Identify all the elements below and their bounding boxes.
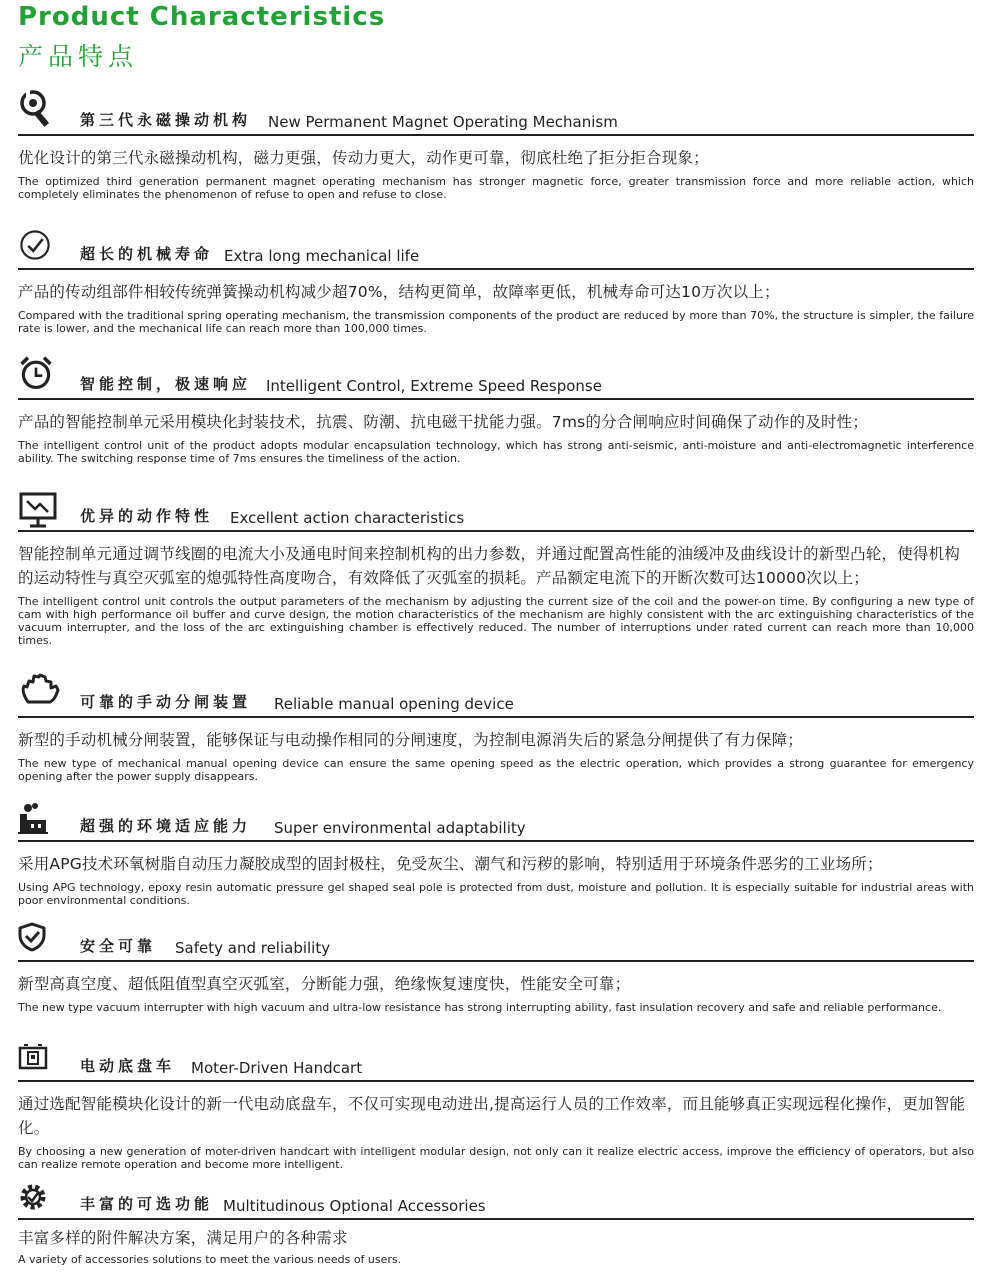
factory-icon: [18, 802, 48, 834]
section-body-cn: 新型的手动机械分闸装置，能够保证与电动操作相同的分闸速度，为控制电源消失后的紧急分闸提供了有力保障；: [18, 731, 804, 749]
section-header: [18, 1034, 974, 1078]
section-body-en: By choosing a new generation of moter-driven handcart with intelligent modular design, not only can it realize electric access, improve the efficiency of operators, but also can realize remote operation and become more intelligent.: [18, 1145, 974, 1171]
section-heading-cn: 电动底盘车: [80, 1057, 176, 1075]
feature-section-action-characteristics: [18, 484, 974, 647]
section-body-en: The intelligent control unit of the product adopts modular encapsulation technology, which has strong anti-seismic, anti-moisture and anti-electromagnetic interference ability. The switching response time of 7ms ensures the timeliness of the action.: [18, 439, 974, 465]
section-heading-cn: 丰富的可选功能: [80, 1195, 214, 1213]
section-divider: [18, 530, 974, 532]
section-body-cn: 通过选配智能模块化设计的新一代电动底盘车，不仅可实现电动进出,提高运行人员的工作效率，而且能够真正实现远程化操作，更加智能化。: [18, 1095, 966, 1137]
section-body-cn: 采用APG技术环氧树脂自动压力凝胶成型的固封极柱，免受灰尘、潮气和污秽的影响，特别适用于环境条件恶劣的工业场所；: [18, 855, 883, 873]
feature-section-manual-opening: [18, 670, 974, 783]
gear-check-icon: [18, 1182, 48, 1212]
section-body-cn: 丰富多样的附件解决方案，满足用户的各种需求: [18, 1229, 348, 1247]
feature-section-mechanical-life: [18, 222, 974, 335]
section-body-en: The optimized third generation permanent magnet operating mechanism has stronger magnetic force, greater transmission force and more reliable action, which completely eliminates the phenomenon of refuse to open and refuse to close.: [18, 175, 974, 201]
section-heading-en: Excellent action characteristics: [230, 509, 465, 527]
section-body-cn: 产品的传动组部件相较传统弹簧操动机构减少超70%，结构更简单，故障率更低，机械寿命可达10万次以上；: [18, 283, 780, 301]
section-body-cn: 智能控制单元通过调节线圈的电流大小及通电时间来控制机构的出力参数，并通过配置高性能的油缓冲及曲线设计的新型凸轮，使得机构的运动特性与真空灭弧室的熄弧特性高度吻合，有效降低了灭弧室的损耗。产品额定电流下的开断次数可达10000次以上；: [18, 545, 961, 587]
section-heading-en: Extra long mechanical life: [224, 247, 420, 265]
section-header: [18, 352, 974, 396]
section-header: [18, 914, 974, 958]
feature-section-motor-driven-handcart: [18, 1034, 974, 1171]
section-heading-en: Moter-Driven Handcart: [191, 1059, 363, 1077]
section-body-cn: 优化设计的第三代永磁操动机构，磁力更强，传动力更大，动作更可靠，彻底杜绝了拒分拒合现象；: [18, 149, 709, 167]
feature-section-operating-mechanism: [18, 88, 974, 201]
hand-icon: [18, 672, 62, 708]
section-heading-cn: 安全可靠: [80, 937, 157, 955]
section-body-en: Using APG technology, epoxy resin automatic pressure gel shaped seal pole is protected from dust, moisture and pollution. It is especially suitable for industrial areas with poor environmental conditions.: [18, 881, 974, 907]
section-body-en: The new type vacuum interrupter with high vacuum and ultra-low resistance has strong interrupting ability, fast insulation recovery and safe and reliable performance.: [18, 1001, 942, 1014]
section-divider: [18, 268, 974, 270]
section-body-cn: 新型高真空度、超低阻值型真空灭弧室，分断能力强，绝缘恢复速度快，性能安全可靠；: [18, 975, 631, 993]
section-header: [18, 88, 974, 132]
section-heading-en: Intelligent Control, Extreme Speed Response: [266, 377, 602, 395]
section-header: [18, 1172, 974, 1216]
section-header: [18, 222, 974, 266]
section-header: [18, 794, 974, 838]
monitor-chart-icon: [18, 490, 58, 530]
section-divider: [18, 1080, 974, 1082]
page-title-cn: 产品特点: [18, 42, 139, 71]
section-divider: [18, 398, 974, 400]
section-heading-cn: 智能控制，极速响应: [80, 375, 252, 393]
section-heading-en: Safety and reliability: [175, 939, 331, 957]
section-body-en: A variety of accessories solutions to meet the various needs of users.: [18, 1253, 402, 1266]
section-heading-cn: 超强的环境适应能力: [80, 817, 252, 835]
section-divider: [18, 134, 974, 136]
wrench-tools-icon: [18, 88, 58, 128]
feature-section-optional-accessories: [18, 1172, 974, 1266]
section-heading-cn: 优异的动作特性: [80, 507, 214, 525]
section-divider: [18, 960, 974, 962]
section-heading-en: Super environmental adaptability: [274, 819, 526, 837]
section-header: [18, 484, 974, 528]
section-heading-en: Reliable manual opening device: [274, 695, 514, 713]
page-title-en: Product Characteristics: [18, 2, 386, 32]
alarm-clock-icon: [18, 354, 54, 392]
section-heading-cn: 可靠的手动分闸装置: [80, 693, 252, 711]
section-heading-cn: 第三代永磁操动机构: [80, 111, 252, 129]
gauge-check-icon: [18, 228, 52, 262]
section-divider: [18, 840, 974, 842]
shield-check-icon: [18, 922, 46, 952]
section-heading-en: Multitudinous Optional Accessories: [223, 1197, 486, 1215]
section-body-en: The new type of mechanical manual opening device can ensure the same opening speed as the electric operation, which provides a strong guarantee for emergency opening after the power supply disappears.: [18, 757, 974, 783]
feature-section-safety: [18, 914, 974, 1014]
section-body-cn: 产品的智能控制单元采用模块化封装技术，抗震、防潮、抗电磁干扰能力强。7ms的分合闸响应时间确保了动作的及时性；: [18, 413, 869, 431]
section-heading-cn: 超长的机械寿命: [80, 245, 214, 263]
section-divider: [18, 1218, 974, 1220]
section-body-en: Compared with the traditional spring operating mechanism, the transmission components of the product are reduced by more than 70%, the structure is simpler, the failure rate is lower, and the mechanical life can reach more than 100,000 times.: [18, 309, 974, 335]
feature-section-intelligent-control: [18, 352, 974, 465]
section-divider: [18, 716, 974, 718]
section-heading-en: New Permanent Magnet Operating Mechanism: [268, 113, 618, 131]
section-header: [18, 670, 974, 714]
feature-section-environmental-adaptability: [18, 794, 974, 907]
remote-device-icon: [18, 1042, 48, 1072]
section-body-en: The intelligent control unit controls the output parameters of the mechanism by adjusting the current size of the coil and the power-on time. By configuring a new type of cam with high performance oil buffer and curve design, the motion characteristics of the mechanism are highly consistent with the arc extinguishing characteristics of the vacuum interrupter, and the loss of the arc extinguishing chamber is effectively reduced. The number of interruptions under rated current can reach more than 10,000 times.: [18, 595, 974, 647]
